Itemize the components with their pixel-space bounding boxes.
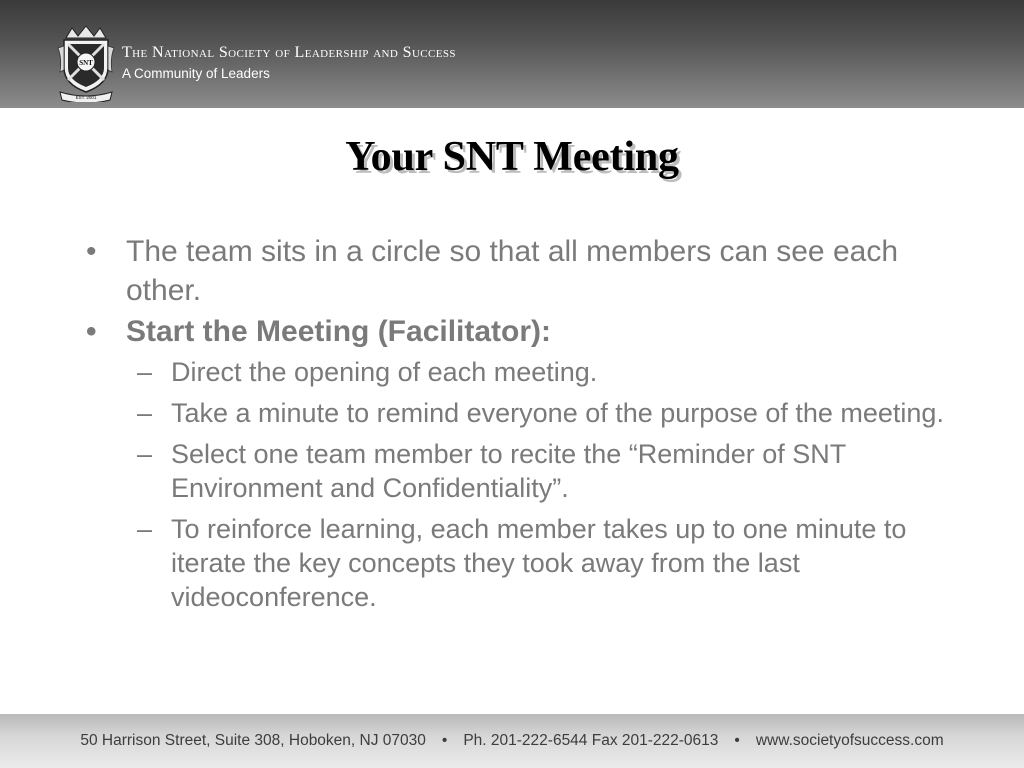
sub-bullet-item	[84, 437, 944, 505]
crest-icon	[56, 24, 116, 102]
crest-monogram: SNT	[79, 59, 93, 67]
sub-bullet-item	[84, 396, 944, 430]
sub-bullet-item	[84, 512, 944, 614]
slide-content	[84, 232, 944, 621]
sub-bullet-text: Take a minute to remind everyone of the purpose of the meeting.	[171, 398, 944, 428]
sub-bullet-text: To reinforce learning, each member takes up to one minute to iterate the key concepts they took away from the last videoconference.	[171, 514, 907, 612]
sub-bullet-mark: –	[137, 398, 153, 428]
footer-separator: •	[441, 732, 448, 749]
bullet-mark: •	[86, 315, 97, 348]
bullet-mark: •	[86, 235, 97, 268]
bullet-text: The team sits in a circle so that all members can see each other.	[126, 235, 899, 307]
sub-bullet-mark: –	[137, 357, 153, 387]
organization-name: The National Society of Leadership and Success	[122, 44, 456, 61]
footer-contact	[0, 732, 1024, 750]
crest-banner-text: EST. 2001	[75, 95, 97, 100]
footer-band	[0, 714, 1024, 768]
footer-phone-fax: Ph. 201-222-6544 Fax 201-222-0613	[463, 732, 719, 749]
footer-separator: •	[734, 732, 740, 749]
sub-bullet-text: Select one team member to recite the “Reminder of SNT Environment and Confidentiality”.	[171, 439, 846, 503]
bullet-item-heading	[84, 312, 944, 351]
footer-address: 50 Harrison Street, Suite 308, Hoboken, NJ 07030	[80, 732, 426, 749]
sub-bullet-mark: –	[137, 439, 153, 469]
organization-tagline: A Community of Leaders	[122, 66, 270, 81]
footer-website[interactable]: www.societyofsuccess.com	[755, 732, 944, 749]
sub-bullet-mark: –	[137, 514, 153, 544]
bullet-item	[84, 232, 944, 310]
bullet-heading-text: Start the Meeting (Facilitator):	[126, 315, 552, 348]
sub-bullet-item	[84, 355, 944, 389]
slide-title: Your SNT Meeting	[345, 134, 679, 180]
header-band	[0, 0, 1024, 108]
sub-bullet-text: Direct the opening of each meeting.	[171, 357, 598, 387]
